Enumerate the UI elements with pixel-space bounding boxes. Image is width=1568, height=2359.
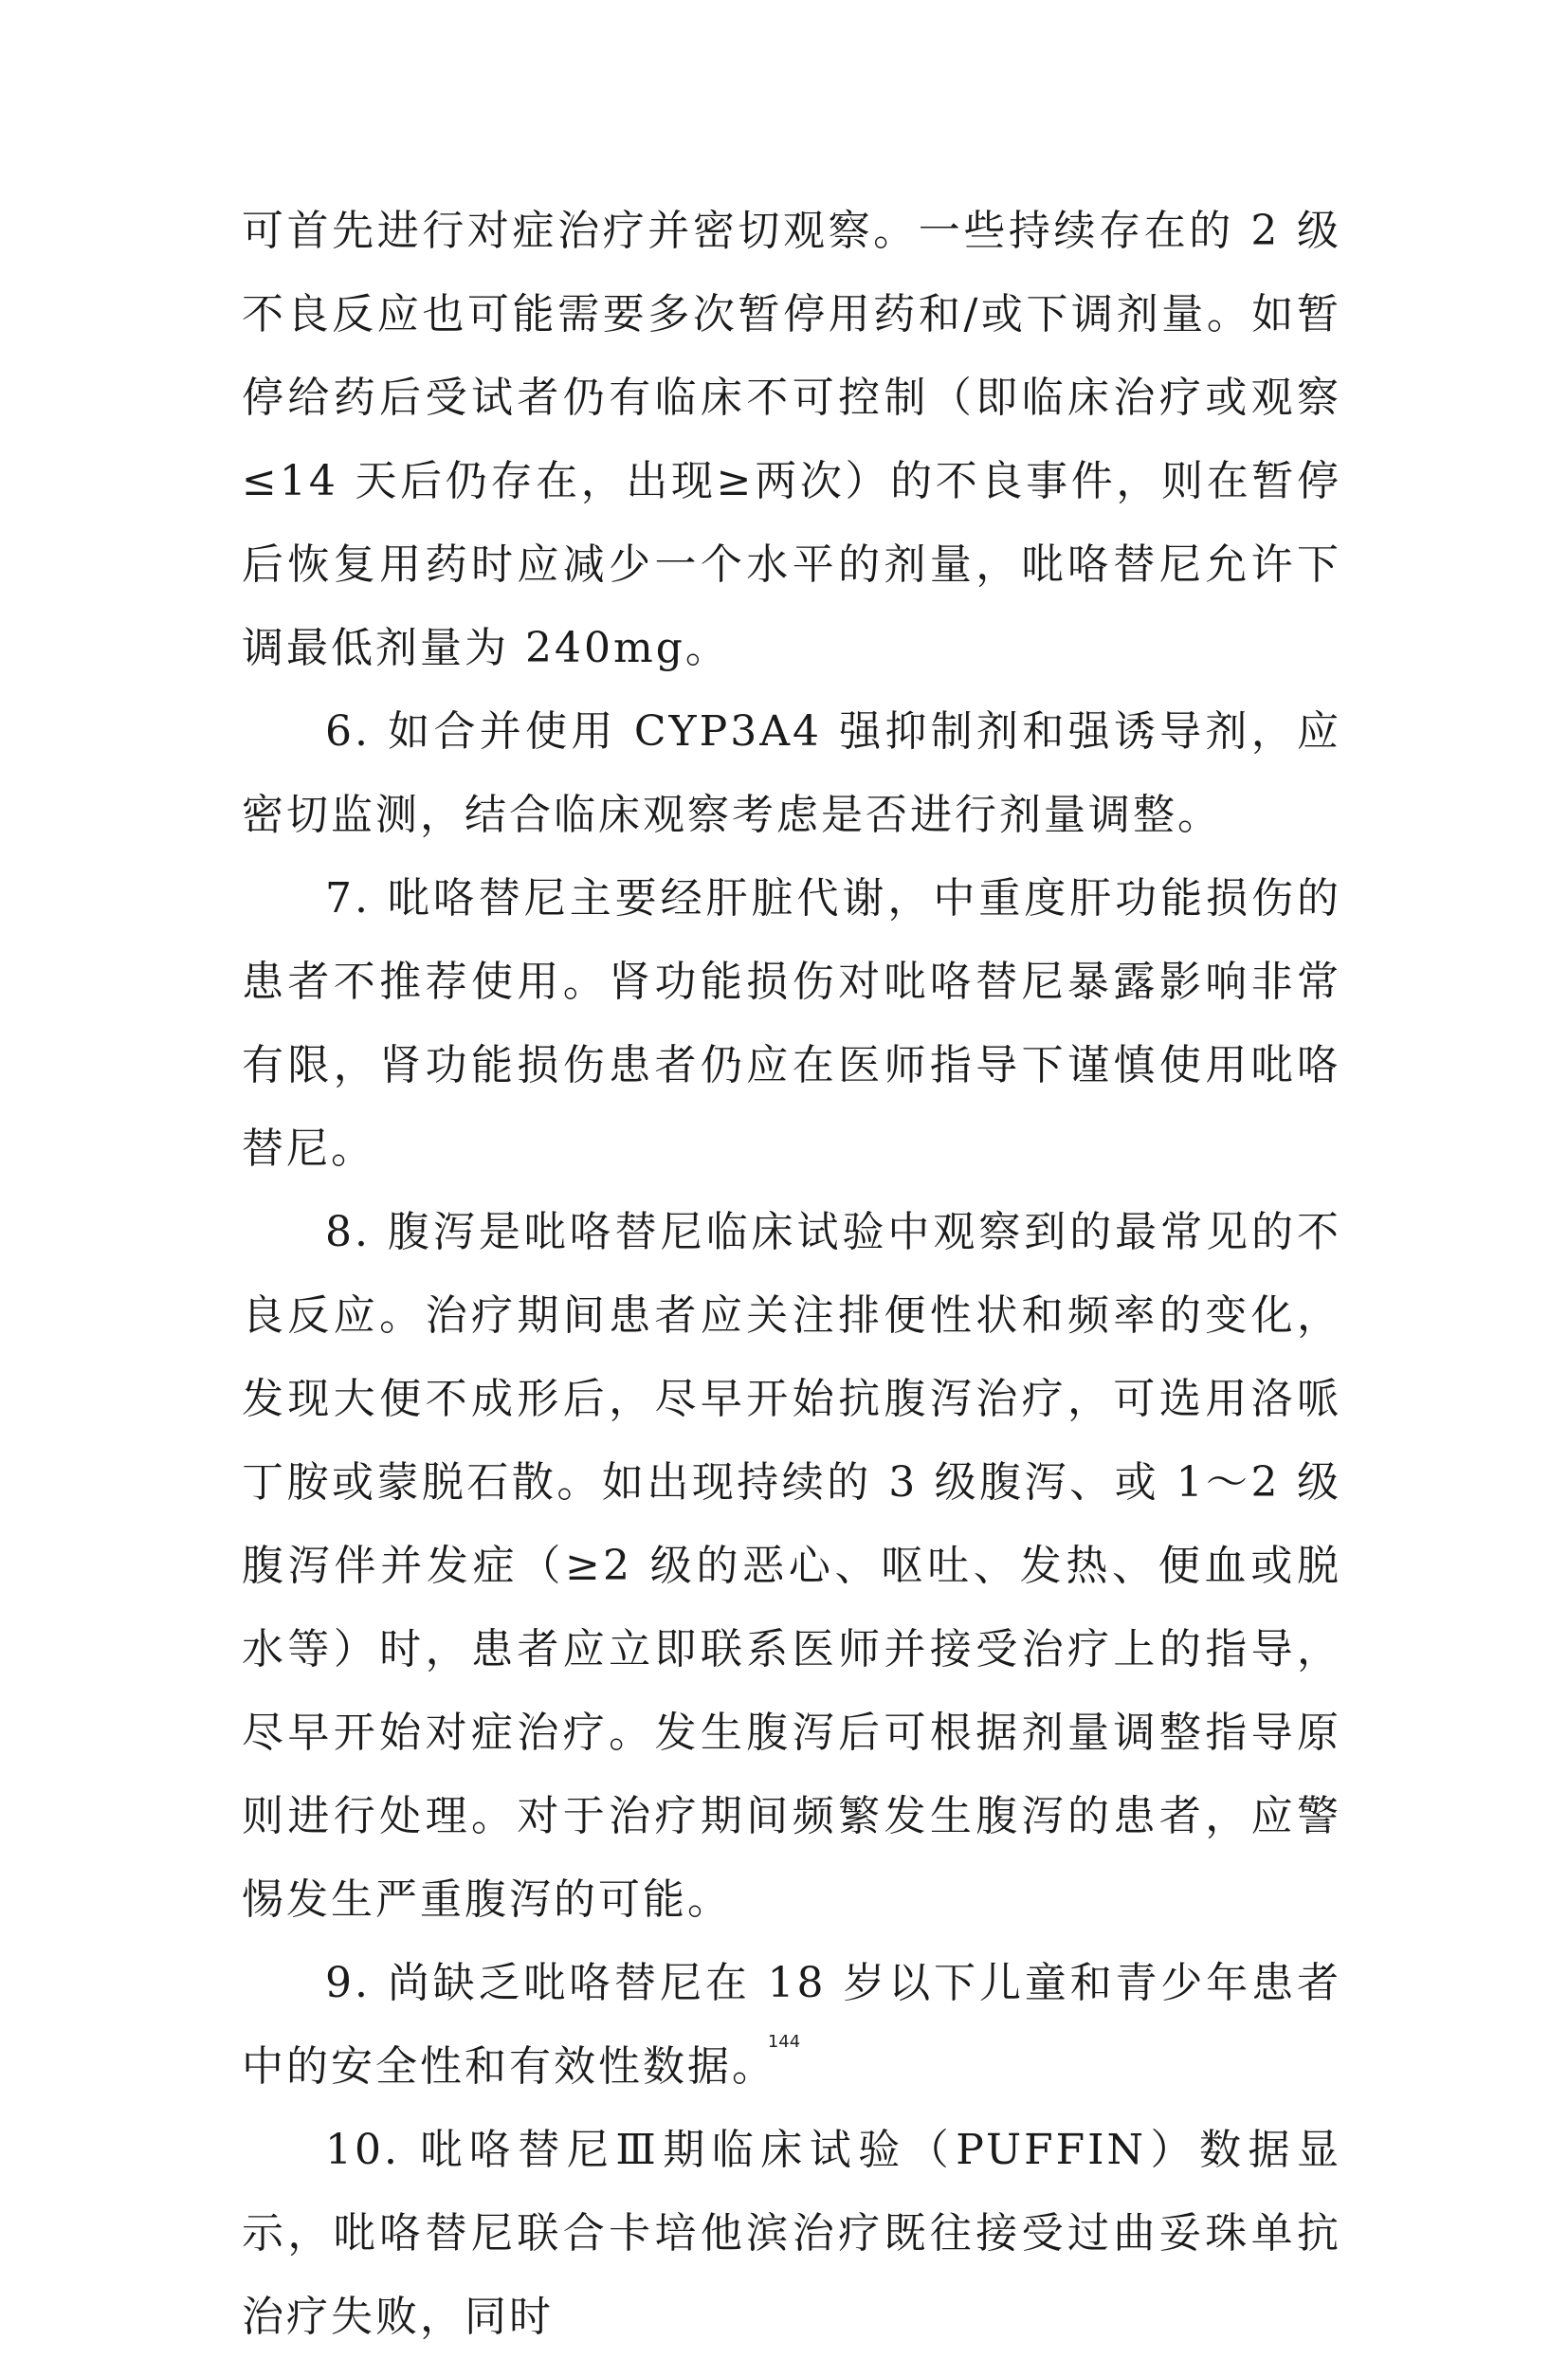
paragraph-continuation: 可首先进行对症治疗并密切观察。一些持续存在的 2 级不良反应也可能需要多次暂停用药和/或下调剂量。如暂停给药后受试者仍有临床不可控制（即临床治疗或观察≤14 天后仍存在，出现≥两次）的不良事件，则在暂停后恢复用药时应减少一个水平的剂量，吡咯替尼允许下调最低剂量为 240mg。 — [242, 207, 1341, 672]
paragraph-item-8: 8. 腹泻是吡咯替尼临床试验中观察到的最常见的不良反应。治疗期间患者应关注排便性状和频率的变化，发现大便不成形后，尽早开始抗腹泻治疗，可选用洛哌丁胺或蒙脱石散。如出现持续的 3 级腹泻、或 1～2 级腹泻伴并发症（≥2 级的恶心、呕吐、发热、便血或脱水等）时，患者应立即联系医师并接受治疗上的指导，尽早开始对症治疗。发生腹泻后可根据剂量调整指导原则进行处理。对于治疗期间频繁发生腹泻的患者，应警惕发生严重腹泻的可能。 — [242, 1208, 1341, 1924]
paragraph-item-6: 6. 如合并使用 CYP3A4 强抑制剂和强诱导剂，应密切监测，结合临床观察考虑是否进行剂量调整。 — [242, 707, 1341, 839]
page-number: 144 — [767, 2032, 801, 2052]
paragraph-item-9: 9. 尚缺乏吡咯替尼在 18 岁以下儿童和青少年患者中的安全性和有效性数据。 — [242, 1959, 1341, 2091]
paragraph-item-7: 7. 吡咯替尼主要经肝脏代谢，中重度肝功能损伤的患者不推荐使用。肾功能损伤对吡咯替尼暴露影响非常有限，肾功能损伤患者仍应在医师指导下谨慎使用吡咯替尼。 — [242, 874, 1341, 1173]
paragraph-item-10: 10. 吡咯替尼Ⅲ期临床试验（PUFFIN）数据显示，吡咯替尼联合卡培他滨治疗既往接受过曲妥珠单抗治疗失败，同时 — [242, 2126, 1341, 2341]
